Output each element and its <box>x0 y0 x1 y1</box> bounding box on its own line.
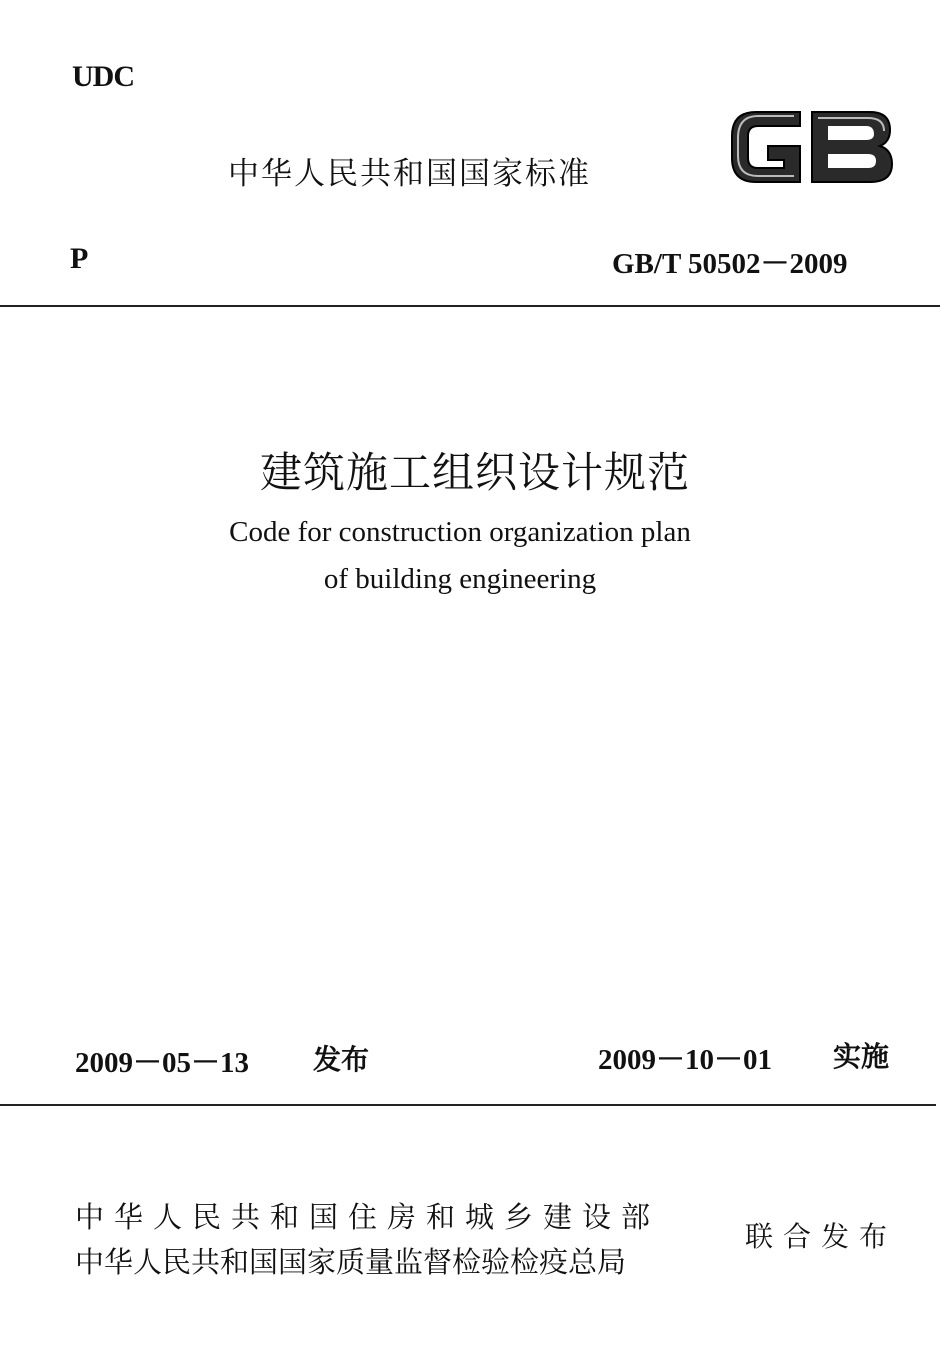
gb-logo-graphic <box>722 98 898 194</box>
title-english-line1: Code for construction organization plan <box>229 516 691 548</box>
implementation-date: 2009－10－01 <box>598 1044 773 1076</box>
joint-issue-label: 联合发布 <box>745 1220 898 1253</box>
gb-logo <box>722 98 898 194</box>
implementation-label: 实施 <box>833 1040 890 1073</box>
title-english-line2: of building engineering <box>323 563 597 595</box>
udc-label: UDC <box>72 60 134 93</box>
top-divider <box>0 305 940 307</box>
bottom-divider <box>0 1104 936 1106</box>
national-standard-heading: 中华人民共和国国家标准 <box>228 156 591 192</box>
issued-label: 发布 <box>313 1043 370 1076</box>
issuer-ministry-housing: 中华人民共和国住房和城乡建设部 <box>75 1200 661 1234</box>
standard-number: GB/T 50502－2009 <box>612 248 848 280</box>
issued-date: 2009－05－13 <box>75 1047 250 1079</box>
issuer-aqsiq: 中华人民共和国国家质量监督检验检疫总局 <box>75 1245 627 1279</box>
title-chinese: 建筑施工组织设计规范 <box>259 448 690 497</box>
classification-code: P <box>70 242 89 275</box>
